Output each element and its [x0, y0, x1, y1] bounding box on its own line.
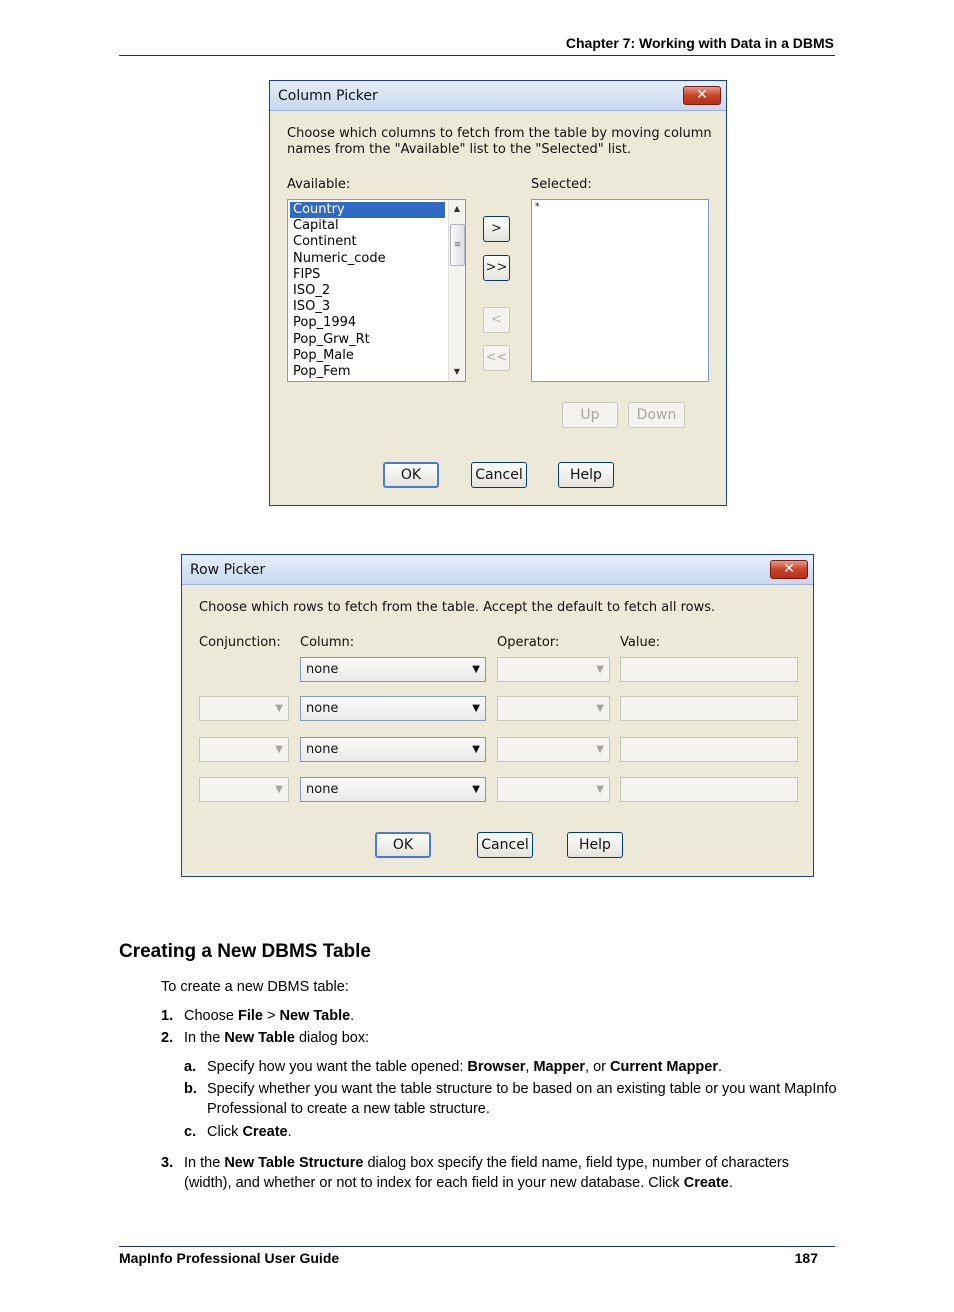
move-all-left-button[interactable]: << — [483, 345, 510, 371]
chevron-down-icon: ▼ — [472, 703, 480, 714]
column-select[interactable] — [300, 696, 486, 721]
available-list[interactable] — [287, 199, 466, 382]
operator-label: Operator: — [497, 635, 560, 650]
list-item[interactable]: Continent — [293, 234, 357, 250]
conjunction-select[interactable] — [199, 777, 289, 802]
column-select-value: none — [306, 701, 339, 716]
step-2a: Specify how you want the table opened: Browser, Mapper, or Current Mapper. — [207, 1059, 723, 1075]
list-item[interactable]: Pop_Male — [293, 347, 354, 363]
row-picker-dialog — [181, 554, 814, 877]
chevron-down-icon: ▼ — [275, 703, 283, 714]
value-input[interactable] — [620, 696, 798, 721]
list-item[interactable]: FIPS — [293, 266, 321, 282]
chevron-down-icon: ▼ — [275, 744, 283, 755]
step-2: In the New Table dialog box: — [184, 1030, 370, 1046]
chevron-down-icon: ▼ — [596, 784, 604, 795]
column-picker-dialog — [269, 80, 727, 506]
value-input[interactable] — [620, 657, 798, 682]
scroll-up-icon[interactable]: ▲ — [453, 204, 461, 213]
step-number: 2. — [161, 1030, 174, 1046]
step-3-line-1: In the New Table Structure dialog box specify the field name, field type, number of characters — [184, 1155, 789, 1171]
value-input[interactable] — [620, 737, 798, 762]
up-button[interactable]: Up — [562, 402, 618, 428]
conjunction-select[interactable] — [199, 696, 289, 721]
operator-select[interactable] — [497, 737, 610, 762]
selected-label: Selected: — [531, 177, 592, 192]
available-label: Available: — [287, 177, 351, 192]
selected-list[interactable] — [531, 199, 709, 382]
available-scrollbar[interactable] — [448, 200, 465, 381]
chapter-title: Chapter 7: Working with Data in a DBMS — [565, 35, 834, 51]
chevron-down-icon: ▼ — [596, 664, 604, 675]
step-letter: c. — [184, 1124, 197, 1140]
row-picker-title: Row Picker — [190, 562, 266, 578]
move-right-button[interactable]: > — [483, 216, 510, 242]
list-item[interactable]: ISO_3 — [293, 299, 331, 315]
conjunction-label: Conjunction: — [199, 635, 281, 650]
chevron-down-icon: ▼ — [596, 703, 604, 714]
footer-title: MapInfo Professional User Guide — [119, 1250, 340, 1266]
row-picker-titlebar[interactable] — [182, 555, 813, 585]
move-all-right-button[interactable]: >> — [483, 255, 510, 281]
scroll-thumb[interactable]: ≡ — [450, 224, 465, 266]
column-picker-titlebar[interactable] — [270, 81, 726, 111]
value-label: Value: — [620, 635, 661, 650]
chevron-down-icon: ▼ — [275, 784, 283, 795]
column-select-value: none — [306, 742, 339, 757]
list-item[interactable]: Pop_Fem — [293, 363, 351, 379]
operator-select[interactable] — [497, 777, 610, 802]
list-item[interactable]: ISO_2 — [293, 282, 331, 298]
column-select-value: none — [306, 782, 339, 797]
column-select-value: none — [306, 662, 339, 677]
list-item[interactable]: * — [535, 202, 540, 212]
chevron-down-icon: ▼ — [472, 784, 480, 795]
down-button[interactable]: Down — [628, 402, 685, 428]
chevron-down-icon: ▼ — [472, 664, 480, 675]
step-letter: a. — [184, 1059, 197, 1075]
list-item[interactable]: Pop_Grw_Rt — [293, 331, 370, 347]
value-input[interactable] — [620, 777, 798, 802]
step-1: Choose File > New Table. — [184, 1008, 355, 1024]
close-icon[interactable]: ✕ — [770, 560, 808, 579]
column-picker-instructions-2: names from the "Available" list to the "Selected" list. — [287, 142, 632, 157]
ok-button[interactable]: OK — [375, 832, 431, 858]
chevron-down-icon: ▼ — [472, 744, 480, 755]
help-button[interactable]: Help — [567, 832, 623, 858]
step-3-line-2: (width), and whether or not to index for each field in your new database. Click Create. — [184, 1175, 733, 1191]
close-icon[interactable]: ✕ — [683, 86, 721, 105]
cancel-button[interactable]: Cancel — [477, 832, 533, 858]
step-number: 3. — [161, 1155, 174, 1171]
list-item[interactable]: Capital — [293, 218, 339, 234]
scroll-down-icon[interactable]: ▼ — [453, 367, 461, 376]
step-2b-line-1: Specify whether you want the table structure to be based on an existing table or you want MapInfo — [207, 1081, 837, 1097]
list-item[interactable]: Numeric_code — [293, 250, 386, 266]
list-item[interactable]: Pop_1994 — [293, 315, 357, 331]
step-2b-line-2: Professional to create a new table structure. — [207, 1101, 490, 1117]
header-rule — [119, 55, 835, 56]
page-number: 187 — [794, 1250, 818, 1266]
help-button[interactable]: Help — [558, 462, 614, 488]
operator-select[interactable] — [497, 696, 610, 721]
column-picker-instructions-1: Choose which columns to fetch from the table by moving column — [287, 126, 712, 141]
footer-rule — [119, 1246, 835, 1247]
cancel-button[interactable]: Cancel — [471, 462, 527, 488]
column-select[interactable] — [300, 737, 486, 762]
column-select[interactable] — [300, 777, 486, 802]
row-picker-instructions: Choose which rows to fetch from the table. Accept the default to fetch all rows. — [199, 600, 716, 615]
column-picker-title: Column Picker — [278, 88, 378, 104]
list-item[interactable]: Country — [290, 202, 445, 218]
move-left-button[interactable]: < — [483, 307, 510, 333]
step-number: 1. — [161, 1008, 174, 1024]
section-heading: Creating a New DBMS Table — [119, 941, 371, 962]
step-letter: b. — [184, 1081, 197, 1097]
column-select[interactable] — [300, 657, 486, 682]
conjunction-select[interactable] — [199, 737, 289, 762]
step-2c: Click Create. — [207, 1124, 292, 1140]
chevron-down-icon: ▼ — [596, 744, 604, 755]
column-label: Column: — [300, 635, 355, 650]
ok-button[interactable]: OK — [383, 462, 439, 488]
operator-select[interactable] — [497, 657, 610, 682]
intro-text: To create a new DBMS table: — [161, 979, 349, 995]
